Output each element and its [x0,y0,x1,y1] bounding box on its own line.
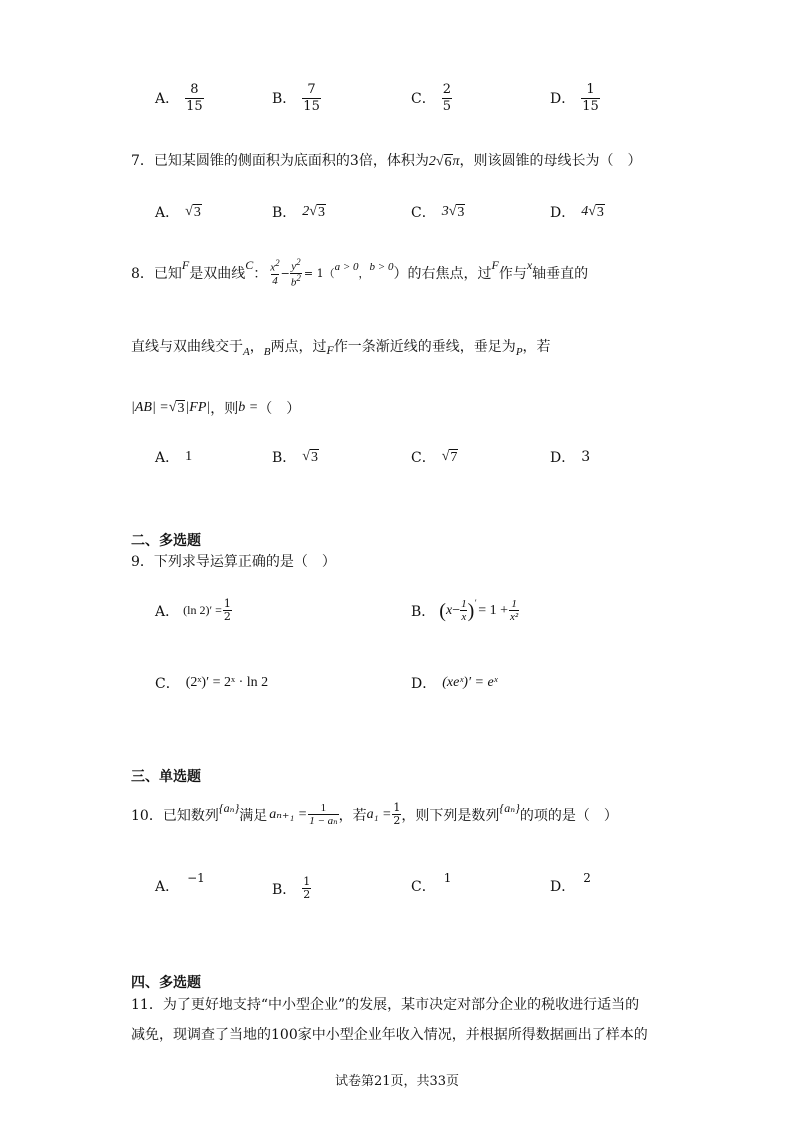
b-var: b [290,276,297,289]
radicand: 7 [450,449,458,465]
q10-option-c[interactable] [411,871,452,896]
sqrt: √ 3 [302,448,318,465]
q7-option-b[interactable] [272,202,326,222]
option-expr: (ln 2)′ = [183,603,222,618]
numerator: 1 [586,82,595,97]
option-value [302,204,326,221]
stem-text: 7．已知某圆锥的侧面积为底面积的3倍，体积为 [131,153,429,169]
option-label: A． [155,603,180,620]
stem-text: 直线与双曲线交于 [131,339,243,355]
option-label: D． [550,879,576,895]
radicand: 3 [193,204,201,220]
sequence: {aₙ} [499,801,520,816]
q8-stem-line3 [131,398,300,418]
option-label: D． [550,450,576,466]
fraction [460,598,468,623]
fraction-y2-b2: $\frac{y^2}{b^2}$ [290,257,301,289]
fraction [302,876,311,901]
q9-option-b[interactable] [411,598,519,623]
var-f: F [491,257,499,272]
fraction [581,82,600,114]
fraction [185,82,204,114]
stem-text: ，若 [522,339,551,355]
section-heading: 二、多选题 [131,533,201,549]
option-value [581,204,605,221]
comma: ， [249,339,264,355]
sqrt: √ 3 [448,203,465,220]
option-value [185,204,202,221]
recurrence-lhs: aₙ₊₁ = [269,807,308,823]
option-label: A． [155,879,180,895]
option-value: 3 [581,449,591,465]
denominator: 5 [442,98,451,114]
minus: − [280,266,290,280]
radicand: 3 [596,204,604,220]
denominator: 15 [582,98,599,114]
option-label: B． [272,205,297,221]
initial-term: a₁ = [366,806,392,822]
paren: （ [323,267,335,281]
sqrt: √ 3 [185,203,201,220]
q8-stem-line2 [131,336,551,356]
denominator: x² [510,611,519,624]
sqrt: √ 3 [588,203,604,220]
section-heading: 三、单选题 [131,769,201,785]
stem-text: 作一条渐近线的垂线，垂足为 [333,339,516,355]
comma: ， [358,267,370,281]
option-expr: ( x − $\frac{1}{x}$ ) ′ = 1 + $\frac{1}{\text{x²}}$ [439,598,519,624]
stem-text: ）的右焦点，过 [393,266,492,283]
fraction [509,598,519,623]
q6-option-c[interactable] [411,82,452,114]
radicand: 6 [444,155,452,170]
numerator: 7 [307,82,316,97]
stem-text: 两点，过 [270,339,327,355]
y-var: y [291,260,297,273]
q8-stem-line1 [131,258,588,289]
denominator: 2 [223,610,231,624]
stem-text: 轴垂直的 [532,266,589,283]
q10-stem [131,802,618,827]
fraction [302,82,321,114]
numerator: 2 [442,82,451,97]
numerator: 1 [461,598,467,610]
stem-text: ，则该圆锥的母线长为（ ） [459,153,642,169]
q8-option-a[interactable] [155,447,192,467]
option-value: −1 [187,871,205,885]
coef: 2 [428,154,436,169]
coef: 4 [581,203,589,219]
stem-text: 的项的是（ ） [519,807,618,824]
sequence: {aₙ} [218,801,240,816]
coef: 2 [302,203,310,219]
sqrt: √ 3 [168,399,185,416]
q11-line2: 减免，现调查了当地的100家中小型企业年收入情况，并根据所得数据画出了样本的 [131,1027,648,1043]
radicand: 3 [457,204,465,220]
numerator: 1 [303,875,311,888]
equals-one: = 1 [303,266,324,280]
colon: ： [253,266,268,283]
q11-line1: 11．为了更好地支持“中小型企业”的发展，某市决定对部分企业的税收进行适当的 [131,997,640,1013]
cond-a: a > 0 [334,261,359,274]
stem-text: ，若 [338,807,367,824]
q7-option-c[interactable] [411,202,465,222]
option-label: B． [272,91,297,108]
denominator: 4 [272,275,278,288]
denominator: 2 [303,888,311,902]
option-label: C． [411,91,436,108]
fraction [223,598,232,623]
stem-text: 满足 [239,807,268,824]
var-f: F [326,342,334,357]
option-label: B． [272,450,297,466]
q8-option-c[interactable] [411,447,458,467]
q6-option-b[interactable] [272,82,321,114]
option-label: A． [155,205,180,221]
option-label: C． [411,450,436,466]
stem-text: 10．已知数列 [131,807,219,824]
q7-option-d[interactable] [550,202,605,222]
fraction [442,82,452,114]
point-a: A [243,346,250,358]
abs-fp: |FP| [185,400,211,415]
sqrt: √ 7 [441,448,458,465]
denominator: x [461,611,467,624]
cond-b: b > 0 [369,261,394,274]
fraction-x2-4: $\frac{x^2}{4}$ [270,258,280,288]
option-label: A． [155,91,180,108]
point-p: P [515,346,523,358]
abs-ab: |AB| = [131,400,169,415]
answer-paren: （ ） [258,401,301,417]
stem-text: 是双曲线 [189,266,246,283]
numerator: 1 [393,801,401,814]
q10-option-b[interactable] [272,876,311,901]
fraction [308,802,338,827]
option-value: 1 [185,449,193,464]
var-c: C [245,257,254,272]
numerator: 1 [511,598,517,610]
minus: − [452,602,461,618]
option-expr: (xeˣ)′ = eˣ [442,675,498,690]
stem-text: 作与 [498,266,527,283]
denominator: 15 [186,98,203,114]
q9-option-a[interactable] [155,598,232,623]
q9-option-d[interactable] [411,673,498,693]
option-expr: (2ˣ)′ = 2ˣ · ln 2 [185,675,269,690]
stem-text: ，则 [210,401,239,417]
option-label: B． [411,603,436,620]
stem-text: 8．已知 [131,266,182,283]
volume-expr [429,154,460,169]
x-var: x [445,602,453,618]
fraction [392,802,401,827]
q9-option-c[interactable] [155,673,268,693]
option-label: D． [550,205,576,221]
stem-text: ，则下列是数列 [401,807,500,824]
pi: π [452,154,460,169]
q9-stem: 9．下列求导运算正确的是（ ） [131,554,336,570]
q6-option-a[interactable] [155,82,204,114]
page-footer: 试卷第21页，共33页 [334,1074,460,1089]
q10-option-d[interactable] [550,871,591,896]
q8-option-d[interactable] [550,447,590,467]
section-heading: 四、多选题 [131,975,201,991]
q6-option-d[interactable] [550,82,600,114]
q8-option-b[interactable] [272,447,319,467]
denominator: 2 [393,814,401,828]
option-label: B． [272,881,297,898]
radicand: 3 [310,449,318,465]
numerator: 8 [190,82,199,97]
var-x: x [526,257,533,272]
q7-option-a[interactable] [155,202,202,222]
q7-stem [131,150,642,171]
option-value [442,204,466,221]
option-label: D． [550,91,576,108]
q10-option-a[interactable] [155,871,205,896]
point-b: B [263,346,271,358]
numerator: 1 [223,597,231,610]
option-label: C． [411,879,436,895]
option-label: C． [411,205,436,221]
b-equals: b = [238,400,259,415]
sqrt: √ 3 [309,203,325,220]
denominator: 1 − aₙ [309,815,338,828]
var-f: F [181,257,190,272]
denominator: 15 [303,98,320,114]
option-value: 1 [443,871,452,885]
x-var: x [270,261,276,274]
option-value: 2 [583,871,591,885]
rhs: = 1 + [478,602,509,618]
radicand: 3 [317,204,325,220]
option-label: C． [155,676,180,692]
sqrt: √ 6 [435,154,452,170]
option-label: A． [155,450,180,466]
option-label: D． [411,676,437,692]
numerator: 1 [320,802,327,814]
coef: 3 [441,203,449,219]
